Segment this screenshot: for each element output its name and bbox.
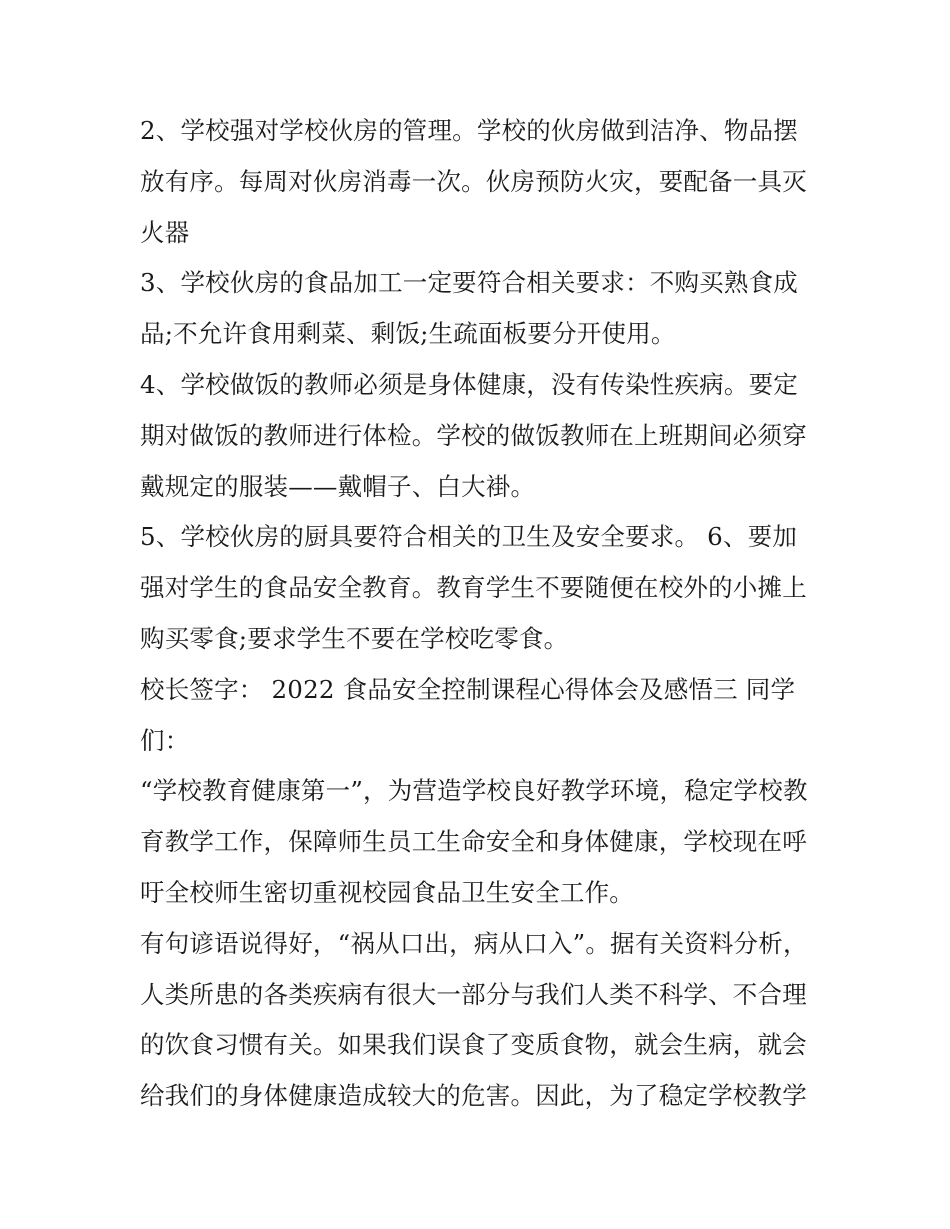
text-line: 戴规定的服装——戴帽子、白大褂。 — [140, 471, 536, 501]
text-line: 火器 — [140, 217, 190, 247]
text-line: 强对学生的食品安全教育。教育学生不要随便在校外的小摊上 — [140, 573, 807, 603]
text-line: 校长签字： 2022 食品安全控制课程心得体会及感悟三 同学 — [140, 674, 796, 704]
text-line: 放有序。每周对伙房消毒一次。伙房预防火灾，要配备一具灭 — [140, 166, 807, 196]
text-line: 品;不允许食用剩菜、剩饭;生疏面板要分开使用。 — [140, 319, 676, 349]
text-line: 吁全校师生密切重视校园食品卫生安全工作。 — [140, 877, 634, 907]
text-line: 3、学校伙房的食品加工一定要符合相关要求：不购买熟食成 — [140, 268, 798, 298]
text-line: 有句谚语说得好，“祸从口出，病从口入”。据有关资料分析， — [140, 928, 808, 958]
text-line: 育教学工作，保障师生员工生命安全和身体健康，学校现在呼 — [140, 827, 807, 857]
text-line: 4、学校做饭的教师必须是身体健康，没有传染性疾病。要定 — [140, 369, 798, 399]
text-line: 的饮食习惯有关。如果我们误食了变质食物，就会生病，就会 — [140, 1030, 807, 1060]
text-line: 2、学校强对学校伙房的管理。学校的伙房做到洁净、物品摆 — [140, 116, 798, 145]
text-line: 给我们的身体健康造成较大的危害。因此，为了稳定学校教学 — [140, 1081, 807, 1111]
text-line: 们： — [140, 725, 190, 755]
document-body — [140, 106, 815, 1122]
text-line: 期对做饭的教师进行体检。学校的做饭教师在上班期间必须穿 — [140, 420, 807, 450]
text-line: 5、学校伙房的厨具要符合相关的卫生及安全要求。 6、要加 — [140, 522, 798, 552]
text-line: 购买零食;要求学生不要在学校吃零食。 — [140, 623, 569, 653]
text-line: 人类所患的各类疾病有很大一部分与我们人类不科学、不合理 — [140, 979, 807, 1009]
text-line: “学校教育健康第一”，为营造学校良好教学环境，稳定学校教 — [140, 776, 808, 806]
